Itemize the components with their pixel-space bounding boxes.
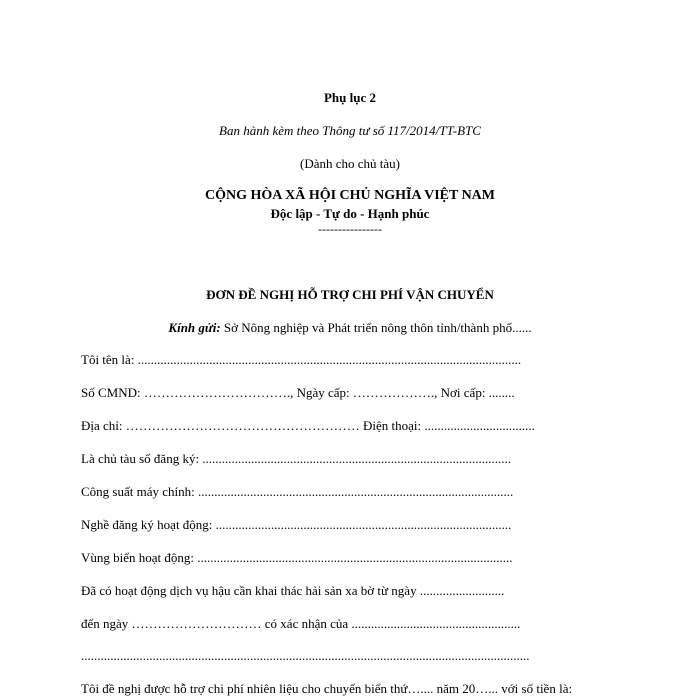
field-operating-area: Vùng biển hoạt động: ................................................................................................. [81,550,513,565]
field-activity-start: Đã có hoạt động dịch vụ hậu cần khai thác hải sản xa bờ từ ngày .......................... [81,583,505,598]
field-registration-number: Là chủ tàu số đăng ký: ............................................................................................... [81,451,512,466]
field-registered-occupation: Nghề đăng ký hoạt động: ........................................................................................... [81,517,512,532]
field-id-card: Số CMND: ……………………………., Ngày cấp: ………………., Nơi cấp: ........ [81,385,515,400]
for-whom-note: (Dành cho chủ tàu) [300,156,400,171]
field-blank-line: .......................................................................................................................................... [81,648,530,663]
form-title: ĐƠN ĐỀ NGHỊ HỖ TRỢ CHI PHÍ VẬN CHUYỂN [206,287,494,302]
field-engine-power: Công suất máy chính: ................................................................................................. [81,484,514,499]
field-request-statement: Tôi đề nghị được hỗ trợ chi phí nhiên liệu cho chuyến biển thứ….... năm 20…... với số tiền là: [81,681,573,696]
national-motto: Độc lập - Tự do - Hạnh phúc [270,206,430,221]
addressee-text: Sở Nông nghiệp và Phát triển nông thôn tỉnh/thành phố...... [220,320,532,335]
addressee-label: Kính gửi: [168,320,221,335]
national-title: CỘNG HÒA XÃ HỘI CHỦ NGHĨA VIỆT NAM [204,188,495,203]
addressee-line [0,320,700,336]
motto-separator: ---------------- [318,222,382,236]
field-full-name: Tôi tên là: ...................................................................................................................... [81,352,522,367]
field-address-phone: Địa chỉ: ……………………………………………… Điện thoại: .................................. [81,418,535,433]
field-activity-end: đến ngày ………………………… có xác nhận của .................................................... [81,616,521,631]
appendix-title: Phụ lục 2 [323,90,376,105]
issued-with-note: Ban hành kèm theo Thông tư số 117/2014/TT-BTC [219,123,481,138]
